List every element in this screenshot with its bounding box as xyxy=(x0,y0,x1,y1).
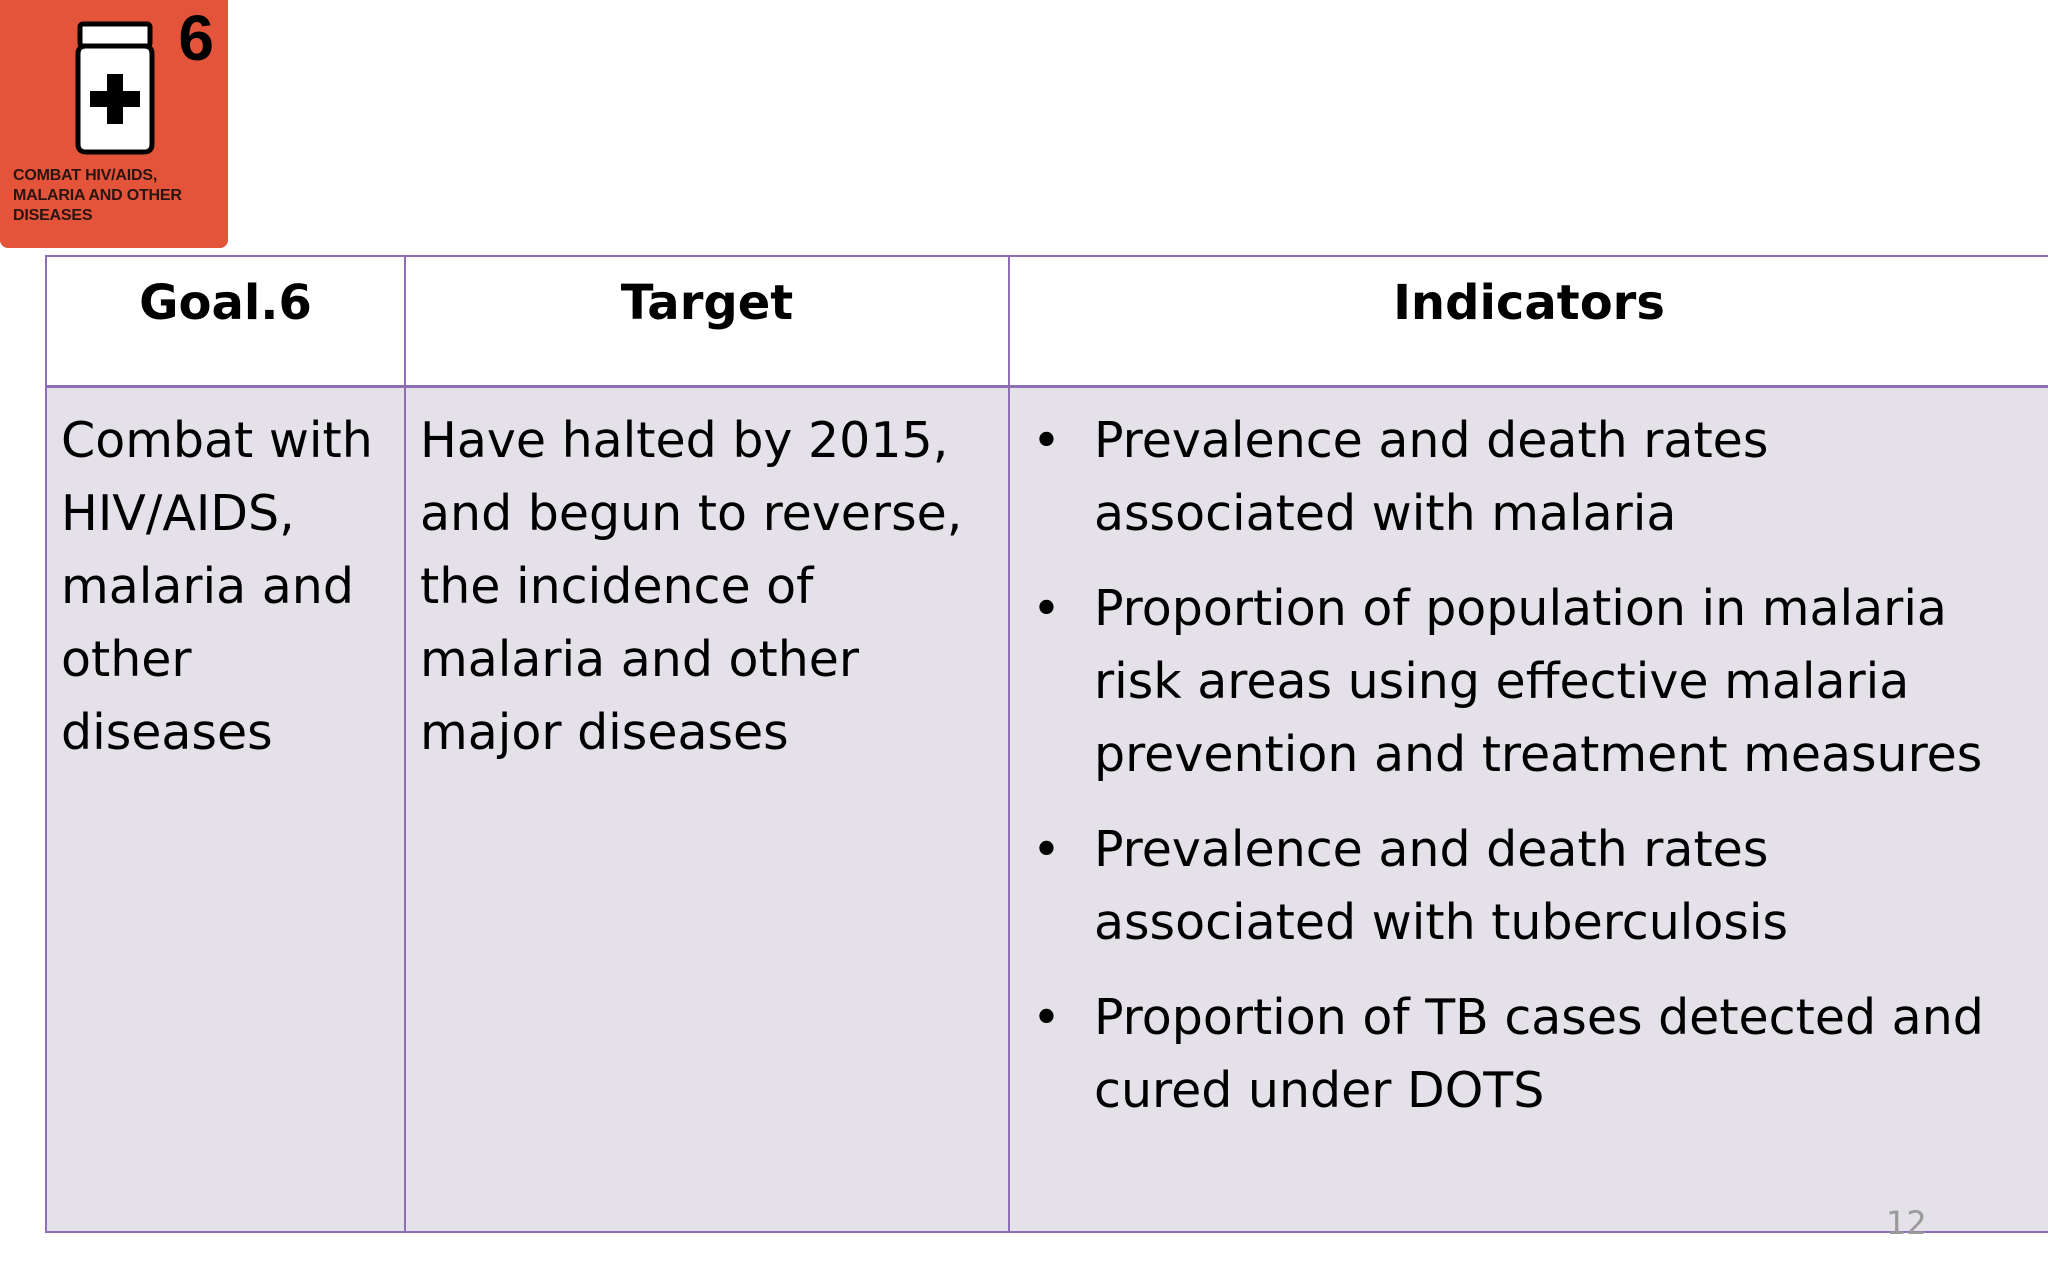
list-item xyxy=(1024,572,2040,791)
header-target: Target xyxy=(405,256,1009,386)
mdg-goal-6-logo xyxy=(0,0,228,248)
list-item xyxy=(1024,981,2040,1127)
bullet-icon: • xyxy=(1032,988,1061,1046)
medicine-bottle-icon xyxy=(72,20,158,156)
table-row xyxy=(46,386,2048,1232)
mdg-goal-table xyxy=(45,255,2048,1233)
indicator-text: Proportion of population in malaria risk areas using effective malaria prevention and treatment measures xyxy=(1094,579,1983,783)
header-goal: Goal.6 xyxy=(46,256,405,386)
cell-target: Have halted by 2015, and begun to reverse, the incidence of malaria and other major diseases xyxy=(405,386,1009,1232)
indicator-text: Proportion of TB cases detected and cured under DOTS xyxy=(1094,988,1984,1119)
list-item xyxy=(1024,813,2040,959)
page-number: 12 xyxy=(1886,1204,1927,1242)
cell-goal: Combat with HIV/AIDS, malaria and other diseases xyxy=(46,386,405,1232)
cell-indicators xyxy=(1009,386,2048,1232)
table-header-row xyxy=(46,256,2048,386)
bullet-icon: • xyxy=(1032,820,1061,878)
indicator-text: Prevalence and death rates associated with tuberculosis xyxy=(1094,820,1789,951)
indicator-text: Prevalence and death rates associated with malaria xyxy=(1094,411,1769,542)
indicator-list xyxy=(1024,404,2040,1127)
list-item xyxy=(1024,404,2040,550)
logo-goal-number: 6 xyxy=(178,2,214,74)
bullet-icon: • xyxy=(1032,579,1061,637)
bullet-icon: • xyxy=(1032,411,1061,469)
header-indicators: Indicators xyxy=(1009,256,2048,386)
logo-caption: COMBAT HIV/AIDS, MALARIA AND OTHER DISEASES xyxy=(13,167,182,224)
